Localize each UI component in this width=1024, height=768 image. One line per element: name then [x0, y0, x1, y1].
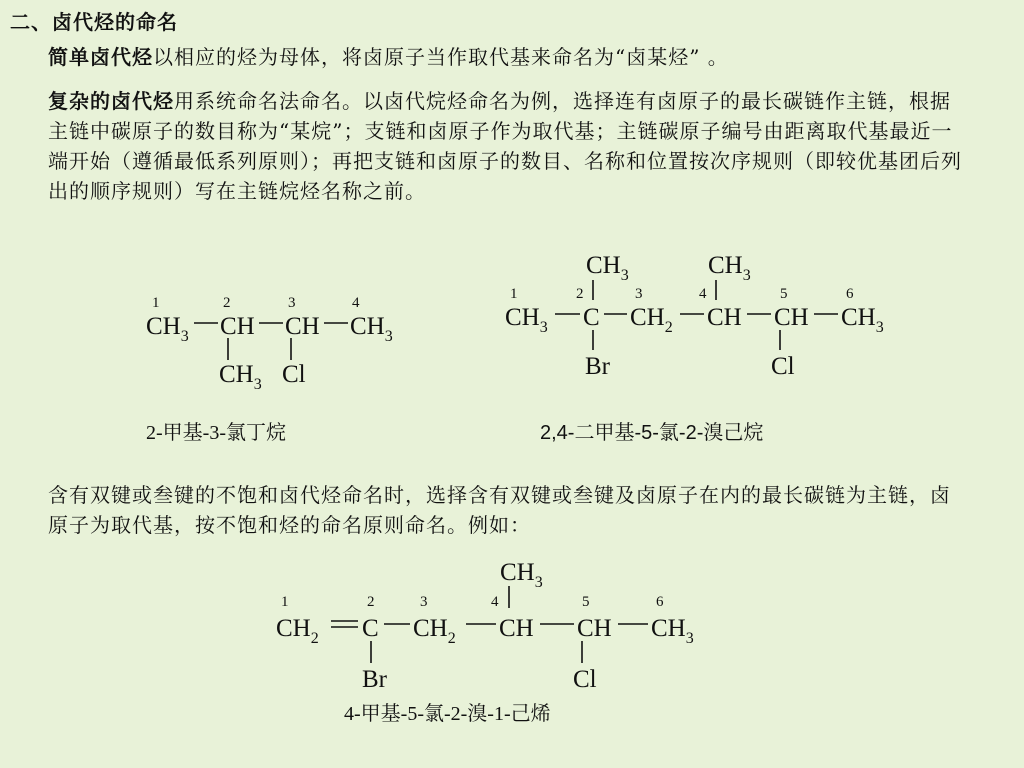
atom-c2: CH [220, 313, 255, 340]
carbon-number: 3 [635, 286, 643, 302]
carbon-number: 2 [576, 286, 584, 302]
structure-2 [505, 252, 884, 444]
compound-name-3: 4-甲基-5-氯-2-溴-1-己烯 [344, 703, 551, 725]
substituent-chlorine: Cl [771, 353, 795, 380]
atom-c2: C [362, 615, 379, 642]
compound-name-2: 2,4-二甲基-5-氯-2-溴己烷 [540, 422, 764, 444]
atom-c4: CH [499, 615, 534, 642]
atom-c4: $CH_3$ [350, 313, 393, 345]
carbon-number: 1 [152, 295, 160, 311]
carbon-number: 5 [582, 594, 590, 610]
atom-c5: CH [577, 615, 612, 642]
carbon-number: 3 [288, 295, 296, 311]
atom-c3: CH [285, 313, 320, 340]
section-heading: 二、卤代烃的命名 [10, 10, 178, 34]
carbon-number: 4 [352, 295, 360, 311]
atom-c1: $CH_3$ [505, 304, 548, 336]
carbon-number: 1 [510, 286, 518, 302]
substituent-bromine: Br [362, 666, 387, 693]
substituent-bromine: Br [585, 353, 610, 380]
carbon-number: 1 [281, 594, 289, 610]
paragraph-unsaturated: 含有双键或叁键的不饱和卤代烃命名时，选择含有双键或叁键及卤原子在内的最长碳链为主链，卤原子为取代基，按不饱和烃的命名原则命名。例如： [48, 483, 951, 537]
term-simple-haloalkane: 简单卤代烃 [48, 45, 153, 69]
substituent-methyl: $CH_3$ [586, 252, 629, 284]
carbon-number: 6 [656, 594, 664, 610]
atom-c3: $CH_2$ [630, 304, 673, 336]
atom-c1: $CH_2$ [276, 615, 319, 647]
term-complex-haloalkane: 复杂的卤代烃 [48, 89, 174, 113]
paragraph-complex-text: 用系统命名法命名。以卤代烷烃命名为例，选择连有卤原子的最长碳链作主链，根据主链中碳原子的数目称为“某烷”；支链和卤原子作为取代基；主链碳原子编号由距离取代基最近一端开始（遵循最低系列原则）；再把支链和卤原子的数目、名称和位置按次序规则（即较优基团后列出的顺序规则）写在主链烷烃名称之前。 [48, 89, 962, 203]
atom-c2: C [583, 304, 600, 331]
atom-c4: CH [707, 304, 742, 331]
carbon-number: 4 [491, 594, 499, 610]
carbon-number: 3 [420, 594, 428, 610]
atom-c3: $CH_2$ [413, 615, 456, 647]
atom-c1: $CH_3$ [146, 313, 189, 345]
carbon-number: 2 [367, 594, 375, 610]
substituent-methyl: $CH_3$ [219, 361, 262, 393]
substituent-methyl: $CH_3$ [500, 559, 543, 591]
atom-c5: CH [774, 304, 809, 331]
structure-3 [276, 559, 694, 725]
structure-1 [146, 295, 393, 444]
substituent-methyl: $CH_3$ [708, 252, 751, 284]
atom-c6: $CH_3$ [651, 615, 694, 647]
substituent-chlorine: Cl [282, 361, 306, 388]
compound-name-1: 2-甲基-3-氯丁烷 [146, 422, 286, 444]
substituent-chlorine: Cl [573, 666, 597, 693]
carbon-number: 6 [846, 286, 854, 302]
carbon-number: 5 [780, 286, 788, 302]
carbon-number: 2 [223, 295, 231, 311]
atom-c6: $CH_3$ [841, 304, 884, 336]
carbon-number: 4 [699, 286, 707, 302]
paragraph-simple-text: 以相应的烃为母体，将卤原子当作取代基来命名为“卤某烃” 。 [153, 45, 729, 69]
